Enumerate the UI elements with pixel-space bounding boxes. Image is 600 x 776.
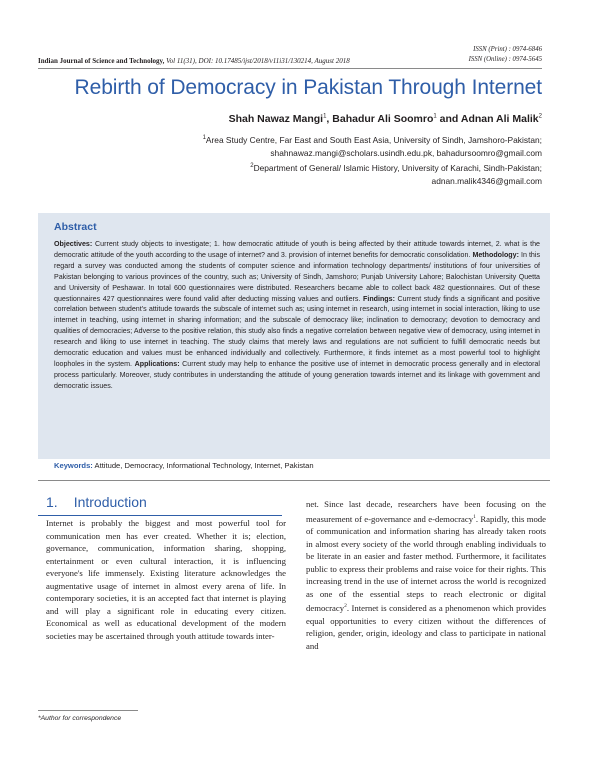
abstract-text (54, 239, 540, 392)
keywords-text: Attitude, Democracy, Informational Technology, Internet, Pakistan (92, 461, 314, 470)
footnote: *Author for correspondence (38, 715, 122, 722)
footnote-divider (38, 710, 138, 711)
body-text: . Rapidly, this mode of communication and information sharing has already taken roots in almost every society of the world through enabling individuals to be literate in an easier and faster method. Furthermore, it facilitates public to express their problems and raise voice for their rights. This increasing trend in the use of internet across the world is recognized as one of the essential steps to reach electronic or digital democracy (306, 513, 547, 614)
findings-text: Current study finds a significant and positive correlation between student's attitude towards the subscale of internet such as; using internet in research, using internet in social interaction, liking to use internet in teaching, using internet in sharing information; and the subscale of democracy like; inclination to democracy; devotion to democracy and qualities of democracies; Adverse to the positive relation, this study also finds a negative correlation between negative view of democracy, using internet in research and liking to use internet in teaching. The study claims that merely laws and regulations are not sufficient to fulfill democratic needs but democratic education and values must be enhanced individually and collectively. Furthermore, it finds internet as a most powerful tool to highlight loopholes in the system. (54, 294, 540, 368)
abstract-heading: Abstract (54, 221, 97, 233)
author-separator: and (436, 113, 461, 125)
section-number: 1. (46, 494, 58, 510)
paper-title: Rebirth of Democracy in Pakistan Through Internet (74, 76, 542, 99)
affiliation-mark: 2 (250, 163, 254, 170)
section-title: Introduction (73, 494, 147, 510)
affiliation-2-email: adnan.malik4346@gmail.com (431, 176, 542, 187)
header-divider (38, 68, 542, 69)
applications-label: Applications: (134, 359, 180, 368)
journal-citation (38, 57, 350, 65)
author-name: Bahadur Ali Soomro (332, 113, 434, 125)
author-affiliation-mark: 1 (323, 113, 327, 120)
section-heading (46, 494, 147, 510)
abstract-box (38, 213, 550, 459)
keywords-divider (38, 480, 550, 481)
issn-online: ISSN (Online) : 0974-5645 (468, 56, 542, 63)
author-separator: , (326, 113, 333, 125)
affiliations (203, 132, 542, 188)
methodology-label: Methodology: (472, 250, 519, 259)
issn-block (469, 45, 542, 65)
affiliation-mark: 1 (202, 135, 206, 141)
citation-ref[interactable]: 1 (473, 513, 476, 520)
author-list (229, 113, 542, 125)
keywords-label: Keywords: (54, 461, 93, 470)
body-column-left: Internet is probably the biggest and most powerful tool for communication men has ever created. Whether it is; election, governance, communication, information sharing, shopping, entertainment or even cultural interaction, it is influencing everyone's life immensely. Existing literature acknowledges the augmentative usage of internet in almost every arena of life. In contemporary societies, it is an accepted fact that internet is playing and will play a significant role in educating every citizen. Economical as well as educational development of the modern societies may be ascertained through youth attitude towards inter- (46, 518, 286, 641)
journal-name: Indian Journal of Science and Technology, (38, 57, 165, 65)
author-name: Shah Nawaz Mangi (228, 113, 324, 125)
objectives-text: Current study objects to investigate; 1. how democratic attitude of youth is being affected by their attitude towards internet, 2. what is the democratic attitude of the youth according to the usage of internet? and 3. provision of internet benefits for democratic consolidation. (54, 240, 540, 259)
methodology-text: In this regard a survey was conducted among the students of computer science and information technology departments/ institutions of four universities of Pakistan belonging to various provinces of the country, such as; University of Sindh, Jamshoro; Punjab University Lahore; Balochistan University Quetta and University of Peshawar. In total 600 questionnaires were distributed. Researchers became able to collect back 482 questionnaires. Out of these questionnaires 427 questionnaires were found valid after deducting missing values and outliers. (54, 250, 540, 303)
author-affiliation-mark: 2 (538, 113, 542, 120)
journal-details: Vol 11(31), DOI: 10.17485/ijst/2018/v11i31/130214, August 2018 (166, 57, 350, 65)
body-text: net. Since last decade, researchers have been focusing on the measurement of e-governance and e-democracy (306, 499, 546, 524)
citation-ref[interactable]: 2 (344, 603, 347, 610)
findings-label: Findings: (363, 294, 395, 303)
applications-text: Current study may help to enhance the positive use of internet in democratic process generally and in electoral process particularly. Moreover, study contributes in understanding the attitude of young generation towards internet and its linkage with government and democratic issues. (54, 359, 540, 390)
section-underline (38, 515, 282, 516)
body-column-right (306, 498, 546, 652)
keywords (54, 461, 314, 470)
affiliation-1-emails: shahnawaz.mangi@scholars.usindh.edu.pk, bahadursoomro@gmail.com (270, 148, 542, 158)
objectives-label: Objectives: (54, 240, 93, 248)
issn-print: ISSN (Print) : 0974-6846 (473, 46, 542, 53)
author-affiliation-mark: 1 (433, 113, 437, 120)
affiliation-1: Area Study Centre, Far East and South East Asia, University of Sindh, Jamshoro-Pakistan; (205, 134, 542, 145)
author-name: Adnan Ali Malik (460, 113, 539, 125)
affiliation-2: Department of General/ Islamic History, University of Karachi, Sindh-Pakistan; (253, 163, 542, 173)
body-text: . Internet is considered as a phenomenon which provides equal opportunities to every citizen without the differences of religion, gender, origin, ideology and class to participate in national and (306, 603, 546, 651)
